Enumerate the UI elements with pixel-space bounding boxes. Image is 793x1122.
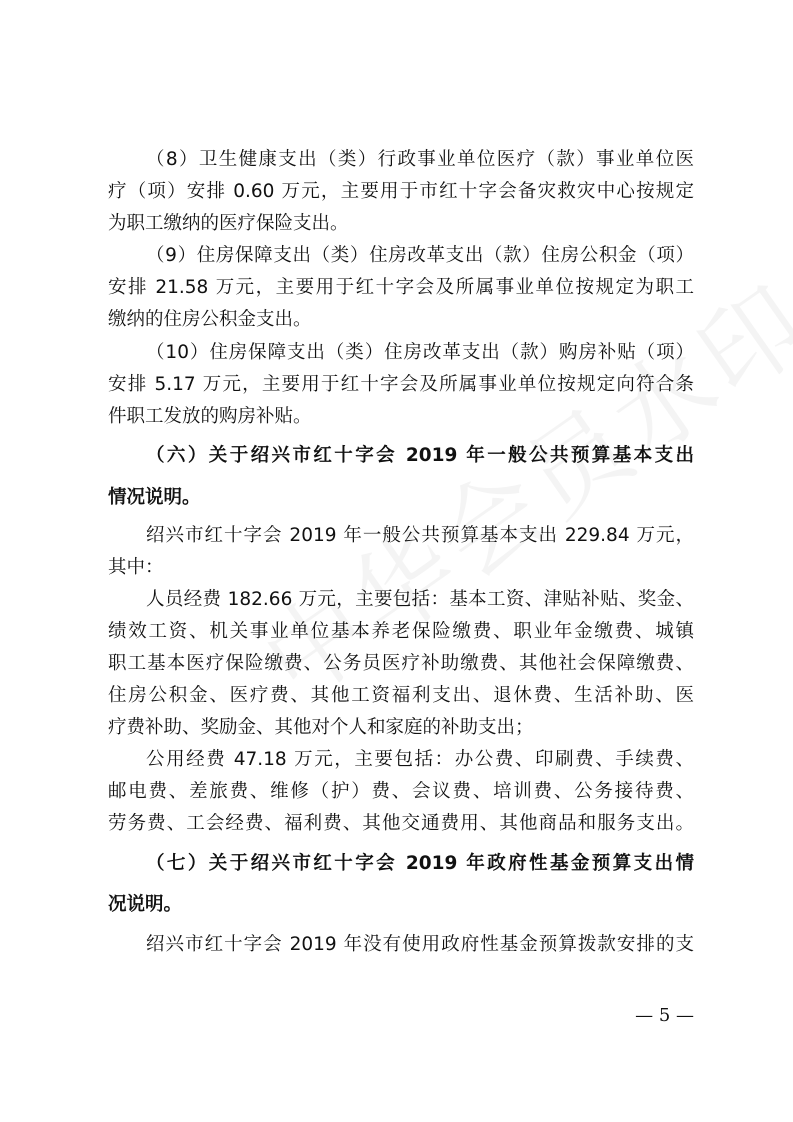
personnel-funds-line-3: 职工基本医疗保险缴费、公务员医疗补助缴费、其他社会保障缴费、 [108,653,694,674]
paragraph-9-line-3: 缴纳的住房公积金支出。 [108,309,312,330]
section-7-heading-line-1: （七）关于绍兴市红十字会 2019 年政府性基金预算支出情 [146,853,694,874]
section-6-heading-line-1: （六）关于绍兴市红十字会 2019 年一般公共预算基本支出 [146,445,694,466]
personnel-funds-line-2: 绩效工资、机关事业单位基本养老保险缴费、职业年金缴费、城镇 [108,621,694,642]
paragraph-8-line-1: （8）卫生健康支出（类）行政事业单位医疗（款）事业单位医 [146,149,694,170]
paragraph-10-line-3: 件职工发放的购房补贴。 [108,406,312,427]
public-funds-line-1: 公用经费 47.18 万元，主要包括：办公费、印刷费、手续费、 [146,749,694,770]
paragraph-10-line-1: （10）住房保障支出（类）住房改革支出（款）购房补贴（项） [146,342,694,363]
section-6-summary-line-2: 其中： [108,557,164,578]
section-6-summary-line-1: 绍兴市红十字会 2019 年一般公共预算基本支出 229.84 万元， [146,525,694,546]
personnel-funds-line-5: 疗费补助、奖励金、其他对个人和家庭的补助支出； [108,717,534,738]
paragraph-9-line-1: （9）住房保障支出（类）住房改革支出（款）住房公积金（项） [146,245,694,266]
paragraph-10-line-2: 安排 5.17 万元，主要用于红十字会及所属事业单位按规定向符合条 [108,374,694,395]
section-7-heading-line-2: 况说明。 [108,894,183,915]
public-funds-line-3: 劳务费、工会经费、福利费、其他交通费用、其他商品和服务支出。 [108,813,694,834]
personnel-funds-line-1: 人员经费 182.66 万元，主要包括：基本工资、津贴补贴、奖金、 [146,589,694,610]
section-7-body-line-1: 绍兴市红十字会 2019 年没有使用政府性基金预算拨款安排的支 [146,934,694,955]
section-6-heading-line-2: 情况说明。 [108,487,201,508]
paragraph-8-line-2: 疗（项）安排 0.60 万元，主要用于市红十字会备灾救灾中心按规定 [108,181,694,202]
public-funds-line-2: 邮电费、差旅费、维修（护）费、会议费、培训费、公务接待费、 [108,781,694,802]
paragraph-9-line-2: 安排 21.58 万元，主要用于红十字会及所属事业单位按规定为职工 [108,277,694,298]
paragraph-8-line-3: 为职工缴纳的医疗保险支出。 [108,213,349,234]
page-number: — 5 — [635,1005,694,1026]
personnel-funds-line-4: 住房公积金、医疗费、其他工资福利支出、退休费、生活补助、医 [108,685,694,706]
